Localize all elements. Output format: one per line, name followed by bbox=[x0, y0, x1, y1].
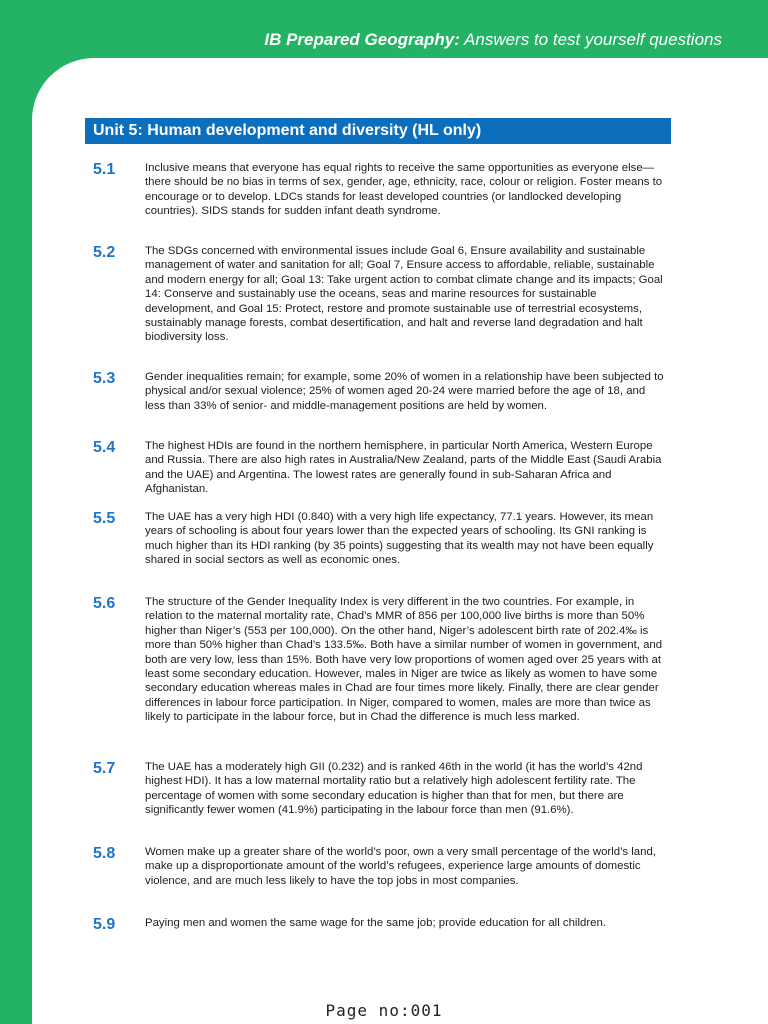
answer-text: Gender inequalities remain; for example, some 20% of women in a relationship have been subjected to physical and/or sexual violence; 25% of women aged 20-24 were married before the age of 18, and less than 33% of senior- and middle-management positions are held by women. bbox=[145, 371, 664, 412]
question-number: 5.9 bbox=[93, 916, 116, 933]
answer-text: Women make up a greater share of the world’s poor, own a very small percentage of the world’s land, make up a disproportionate amount of the world’s refugees, experience large amounts of domestic violence, and are much less likely to have the top jobs in most companies. bbox=[145, 846, 656, 887]
answer-text: The structure of the Gender Inequality Index is very different in the two countries. For example, in relation to the maternal mortality rate, Chad’s MMR of 856 per 100,000 live births is more than 50% higher than Niger’s (553 per 100,000). On the other hand, Niger’s adolescent birth rate of 202.4‰ is more than 50% higher than Chad’s 133.5‰. Both have a similar number of women in government, and both are very low, less than 15%. Both have very low proportions of women aged over 25 years with at least some secondary education. However, males in Niger are twice as likely as women to have some secondary education whereas males in Chad are four times more likely. Finally, there are clear gender differences in labour force participation. In Niger, compared to women, males are more than twice as likely to participate in the labour force, but in Chad the difference is much less marked. bbox=[145, 596, 663, 724]
question-number: 5.6 bbox=[93, 595, 116, 612]
answer-text: The UAE has a very high HDI (0.840) with a very high life expectancy, 77.1 years. However, its mean years of schooling is about four years lower than the expected years of schooling. Its GNI ranking is much higher than its HDI ranking (by 35 points) suggesting that its wealth may not have been equally shared in social sectors as well as economic ones. bbox=[145, 511, 654, 567]
answer-text: The highest HDIs are found in the northern hemisphere, in particular North America, Western Europe and Russia. There are also high rates in Australia/New Zealand, parts of the Middle East (Saudi Arabia and the UAE) and Argentina. The lowest rates are generally found in sub-Saharan Africa and Afghanistan. bbox=[145, 440, 662, 496]
question-number: 5.2 bbox=[93, 244, 116, 261]
answer-text: The UAE has a moderately high GII (0.232) and is ranked 46th in the world (it has the world’s 42nd highest HDI). It has a low maternal mortality ratio but a relatively high adolescent fertility rate. The percentage of women with some secondary education is higher than that for men, but there are significantly fewer women (41.9%) participating in the labour force than men (91.6%). bbox=[145, 761, 643, 817]
question-number: 5.5 bbox=[93, 510, 116, 527]
question-number: 5.1 bbox=[93, 161, 116, 178]
header-brand: IB Prepared Geography: bbox=[264, 30, 460, 49]
question-number: 5.4 bbox=[93, 439, 116, 456]
answer-text: The SDGs concerned with environmental issues include Goal 6, Ensure availability and sustainable management of water and sanitation for all; Goal 7, Ensure access to affordable, reliable, sustainable and modern energy for all; Goal 13: Take urgent action to combat climate change and its impacts; Goal 14: Conserve and sustainably use the oceans, seas and marine resources for sustainable development, and Goal 15: Protect, restore and promote sustainable use of terrestrial ecosystems, sustainably manage forests, combat desertification, and halt and reverse land degradation and halt biodiversity loss. bbox=[145, 245, 663, 344]
question-number: 5.3 bbox=[93, 370, 116, 387]
answer-text: Paying men and women the same wage for the same job; provide education for all children. bbox=[145, 917, 606, 929]
page-number: Page no:001 bbox=[325, 1001, 443, 1020]
unit-title: Unit 5: Human development and diversity (HL only) bbox=[85, 118, 671, 144]
question-number: 5.7 bbox=[93, 760, 116, 777]
header-subtitle: Answers to test yourself questions bbox=[464, 30, 722, 49]
header-title bbox=[264, 30, 722, 50]
question-number: 5.8 bbox=[93, 845, 116, 862]
answer-text: Inclusive means that everyone has equal rights to receive the same opportunities as everyone else—there should be no bias in terms of sex, gender, age, ethnicity, race, colour or religion. Foster means to encourage or to develop. LDCs stands for least developed countries (or landlocked developing countries). SIDS stands for sudden infant death syndrome. bbox=[145, 162, 663, 218]
